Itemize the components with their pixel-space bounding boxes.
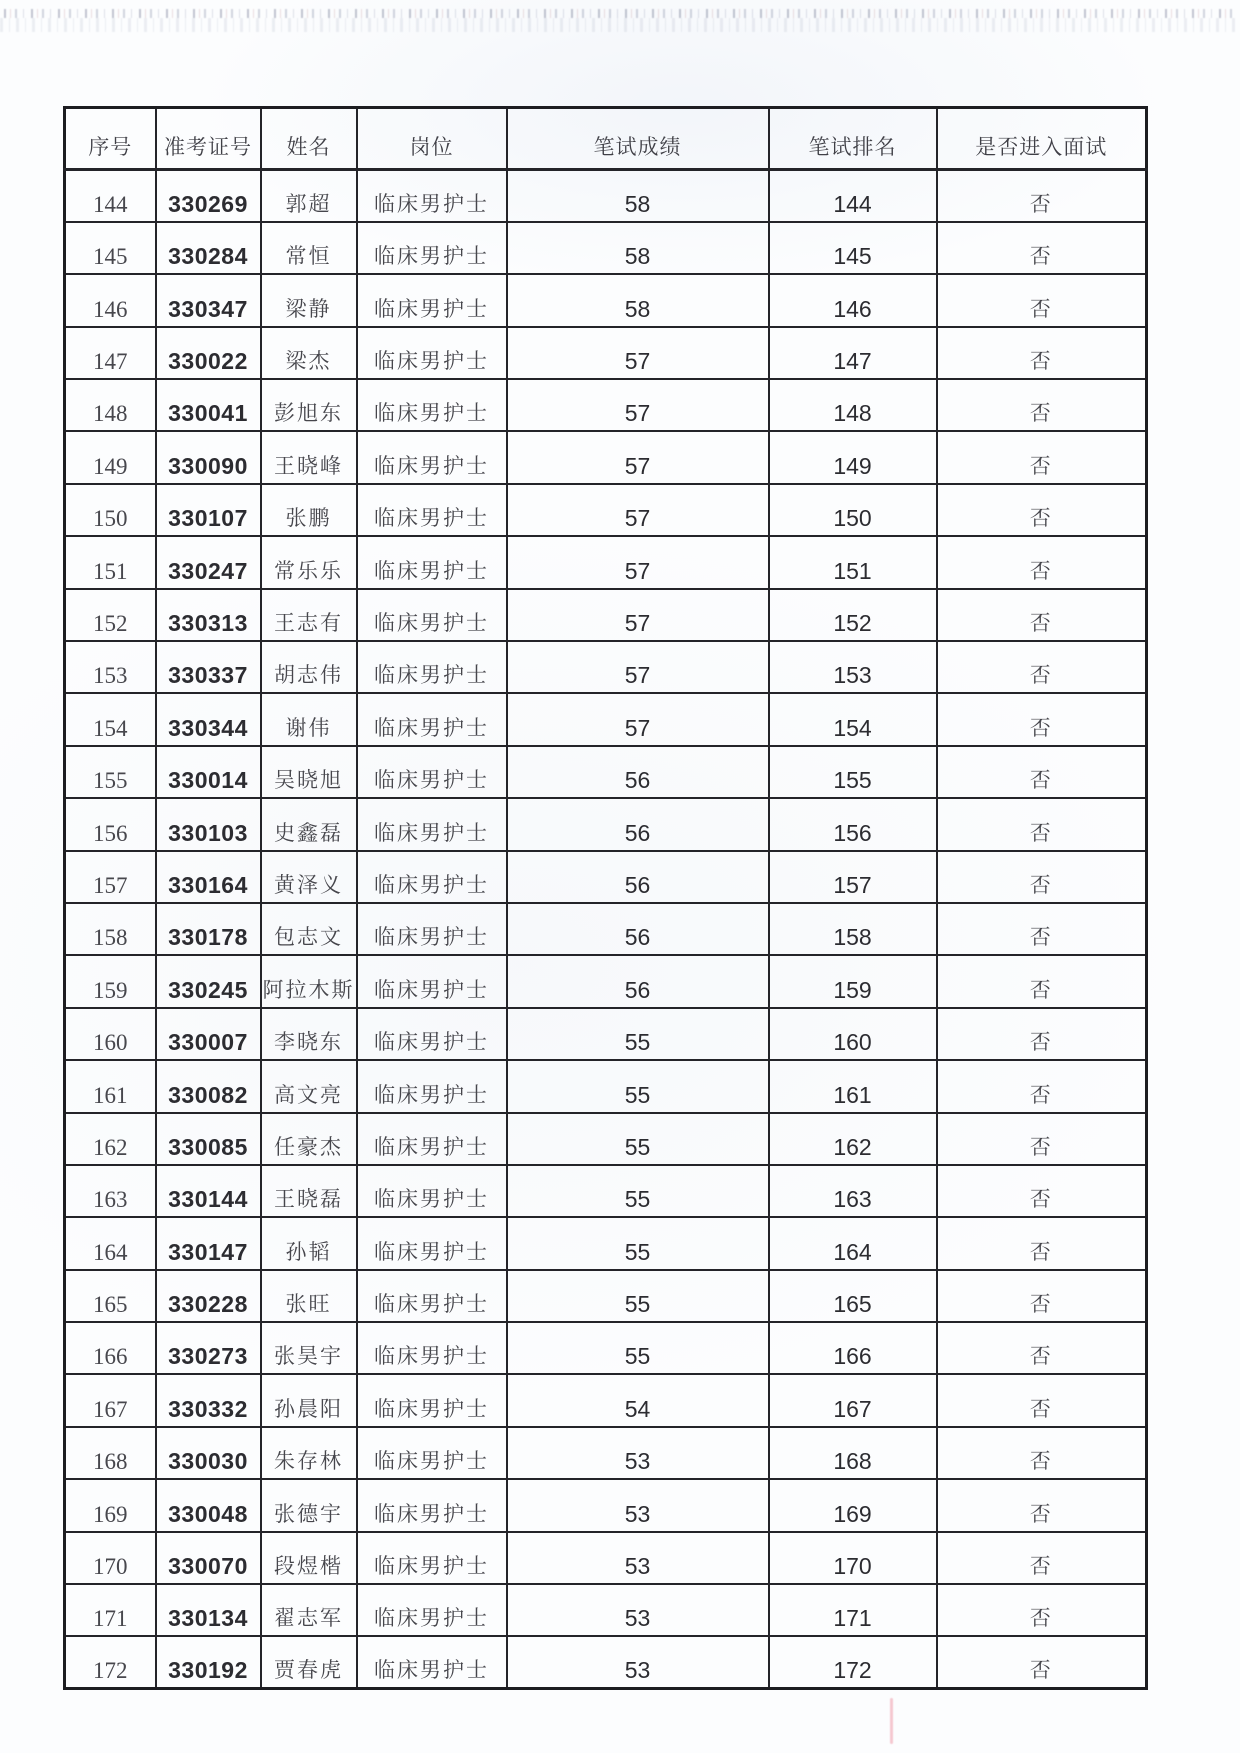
- cell-position: 临床男护士: [357, 1374, 507, 1426]
- cell-position: 临床男护士: [357, 1532, 507, 1584]
- cell-name: 段煜楷: [261, 1532, 357, 1584]
- cell-position: 临床男护士: [357, 1008, 507, 1060]
- cell-interview: 否: [937, 1532, 1147, 1584]
- cell-interview: 否: [937, 274, 1147, 326]
- cell-name: 包志文: [261, 903, 357, 955]
- table-row: [65, 1532, 1147, 1584]
- cell-seq: 157: [65, 851, 156, 903]
- cell-name: 胡志伟: [261, 641, 357, 693]
- cell-name: 阿拉木斯: [261, 955, 357, 1007]
- cell-rank: 150: [769, 484, 937, 536]
- cell-rank: 153: [769, 641, 937, 693]
- table-body: [65, 170, 1147, 1689]
- cell-name: 高文亮: [261, 1060, 357, 1112]
- cell-name: 任豪杰: [261, 1113, 357, 1165]
- cell-admit-no: 330228: [156, 1270, 261, 1322]
- cell-admit-no: 330090: [156, 431, 261, 483]
- cell-score: 57: [507, 484, 769, 536]
- table-row: [65, 1636, 1147, 1688]
- cell-admit-no: 330245: [156, 955, 261, 1007]
- cell-seq: 152: [65, 589, 156, 641]
- cell-interview: 否: [937, 1270, 1147, 1322]
- cell-score: 58: [507, 222, 769, 274]
- cell-rank: 171: [769, 1584, 937, 1636]
- cell-seq: 147: [65, 327, 156, 379]
- cell-position: 临床男护士: [357, 484, 507, 536]
- cell-rank: 169: [769, 1479, 937, 1531]
- cell-position: 临床男护士: [357, 903, 507, 955]
- cell-admit-no: 330103: [156, 798, 261, 850]
- cell-score: 53: [507, 1479, 769, 1531]
- cell-name: 李晓东: [261, 1008, 357, 1060]
- cell-seq: 148: [65, 379, 156, 431]
- cell-interview: 否: [937, 379, 1147, 431]
- cell-admit-no: 330007: [156, 1008, 261, 1060]
- cell-name: 王晓磊: [261, 1165, 357, 1217]
- cell-position: 临床男护士: [357, 1270, 507, 1322]
- cell-position: 临床男护士: [357, 222, 507, 274]
- cell-position: 临床男护士: [357, 1060, 507, 1112]
- cell-score: 57: [507, 693, 769, 745]
- cell-admit-no: 330337: [156, 641, 261, 693]
- table-row: [65, 1060, 1147, 1112]
- cell-seq: 170: [65, 1532, 156, 1584]
- cell-position: 临床男护士: [357, 327, 507, 379]
- table-row: [65, 693, 1147, 745]
- cell-interview: 否: [937, 851, 1147, 903]
- cell-admit-no: 330144: [156, 1165, 261, 1217]
- cell-name: 王志有: [261, 589, 357, 641]
- cell-name: 郭超: [261, 170, 357, 222]
- cell-position: 临床男护士: [357, 641, 507, 693]
- cell-position: 临床男护士: [357, 1427, 507, 1479]
- table-row: [65, 641, 1147, 693]
- cell-seq: 169: [65, 1479, 156, 1531]
- cell-score: 55: [507, 1322, 769, 1374]
- cell-name: 彭旭东: [261, 379, 357, 431]
- cell-score: 56: [507, 798, 769, 850]
- col-header-seq: 序号: [65, 108, 156, 170]
- cell-name: 常乐乐: [261, 536, 357, 588]
- cell-score: 57: [507, 431, 769, 483]
- cell-name: 张昊宇: [261, 1322, 357, 1374]
- cell-score: 56: [507, 746, 769, 798]
- cell-name: 翟志军: [261, 1584, 357, 1636]
- cell-seq: 158: [65, 903, 156, 955]
- cell-seq: 150: [65, 484, 156, 536]
- cell-score: 55: [507, 1270, 769, 1322]
- cell-name: 张德宇: [261, 1479, 357, 1531]
- cell-position: 临床男护士: [357, 1165, 507, 1217]
- cell-seq: 165: [65, 1270, 156, 1322]
- table-row: [65, 274, 1147, 326]
- cell-rank: 146: [769, 274, 937, 326]
- cell-name: 张鹏: [261, 484, 357, 536]
- cell-position: 临床男护士: [357, 589, 507, 641]
- cell-score: 55: [507, 1060, 769, 1112]
- cell-interview: 否: [937, 327, 1147, 379]
- cell-rank: 144: [769, 170, 937, 222]
- cell-seq: 171: [65, 1584, 156, 1636]
- cell-name: 王晓峰: [261, 431, 357, 483]
- cell-score: 57: [507, 327, 769, 379]
- cell-score: 57: [507, 641, 769, 693]
- cell-seq: 161: [65, 1060, 156, 1112]
- table-row: [65, 484, 1147, 536]
- cell-position: 临床男护士: [357, 274, 507, 326]
- cell-name: 朱存林: [261, 1427, 357, 1479]
- cell-score: 55: [507, 1113, 769, 1165]
- scan-artifact: [890, 1698, 893, 1744]
- cell-admit-no: 330284: [156, 222, 261, 274]
- cell-admit-no: 330192: [156, 1636, 261, 1688]
- cell-name: 孙韬: [261, 1217, 357, 1269]
- cell-interview: 否: [937, 693, 1147, 745]
- cell-interview: 否: [937, 641, 1147, 693]
- cell-admit-no: 330041: [156, 379, 261, 431]
- cell-rank: 165: [769, 1270, 937, 1322]
- cell-interview: 否: [937, 1322, 1147, 1374]
- cell-name: 梁杰: [261, 327, 357, 379]
- cell-admit-no: 330048: [156, 1479, 261, 1531]
- scan-noise-band-2: [0, 18, 1240, 32]
- cell-position: 临床男护士: [357, 1113, 507, 1165]
- cell-rank: 156: [769, 798, 937, 850]
- cell-score: 57: [507, 379, 769, 431]
- table-row: [65, 1113, 1147, 1165]
- cell-score: 58: [507, 170, 769, 222]
- cell-rank: 157: [769, 851, 937, 903]
- table-row: [65, 1374, 1147, 1426]
- cell-rank: 155: [769, 746, 937, 798]
- header-row: [65, 108, 1147, 170]
- cell-rank: 152: [769, 589, 937, 641]
- cell-position: 临床男护士: [357, 536, 507, 588]
- cell-position: 临床男护士: [357, 798, 507, 850]
- cell-rank: 159: [769, 955, 937, 1007]
- cell-position: 临床男护士: [357, 170, 507, 222]
- cell-score: 54: [507, 1374, 769, 1426]
- cell-interview: 否: [937, 1217, 1147, 1269]
- cell-rank: 147: [769, 327, 937, 379]
- cell-score: 58: [507, 274, 769, 326]
- table-row: [65, 746, 1147, 798]
- table-row: [65, 1479, 1147, 1531]
- cell-interview: 否: [937, 1060, 1147, 1112]
- cell-interview: 否: [937, 484, 1147, 536]
- cell-interview: 否: [937, 536, 1147, 588]
- cell-seq: 153: [65, 641, 156, 693]
- cell-score: 56: [507, 851, 769, 903]
- cell-rank: 149: [769, 431, 937, 483]
- col-header-name: 姓名: [261, 108, 357, 170]
- cell-name: 孙晨阳: [261, 1374, 357, 1426]
- table-row: [65, 955, 1147, 1007]
- cell-rank: 151: [769, 536, 937, 588]
- cell-score: 57: [507, 536, 769, 588]
- cell-score: 53: [507, 1584, 769, 1636]
- table-row: [65, 379, 1147, 431]
- cell-admit-no: 330030: [156, 1427, 261, 1479]
- cell-rank: 163: [769, 1165, 937, 1217]
- cell-name: 常恒: [261, 222, 357, 274]
- cell-score: 55: [507, 1165, 769, 1217]
- col-header-interview: 是否进入面试: [937, 108, 1147, 170]
- cell-admit-no: 330347: [156, 274, 261, 326]
- cell-seq: 159: [65, 955, 156, 1007]
- cell-seq: 156: [65, 798, 156, 850]
- table-row: [65, 1584, 1147, 1636]
- table-row: [65, 431, 1147, 483]
- cell-seq: 149: [65, 431, 156, 483]
- cell-score: 56: [507, 903, 769, 955]
- cell-interview: 否: [937, 1165, 1147, 1217]
- cell-admit-no: 330273: [156, 1322, 261, 1374]
- cell-interview: 否: [937, 170, 1147, 222]
- cell-seq: 168: [65, 1427, 156, 1479]
- cell-rank: 172: [769, 1636, 937, 1688]
- cell-admit-no: 330014: [156, 746, 261, 798]
- cell-score: 53: [507, 1532, 769, 1584]
- cell-admit-no: 330085: [156, 1113, 261, 1165]
- cell-admit-no: 330178: [156, 903, 261, 955]
- cell-rank: 167: [769, 1374, 937, 1426]
- cell-rank: 145: [769, 222, 937, 274]
- cell-position: 临床男护士: [357, 1479, 507, 1531]
- cell-position: 临床男护士: [357, 955, 507, 1007]
- cell-admit-no: 330147: [156, 1217, 261, 1269]
- table-row: [65, 1270, 1147, 1322]
- table-row: [65, 170, 1147, 222]
- table-row: [65, 903, 1147, 955]
- cell-position: 临床男护士: [357, 1322, 507, 1374]
- cell-rank: 160: [769, 1008, 937, 1060]
- cell-interview: 否: [937, 1008, 1147, 1060]
- table-row: [65, 327, 1147, 379]
- cell-position: 临床男护士: [357, 851, 507, 903]
- cell-seq: 162: [65, 1113, 156, 1165]
- cell-position: 临床男护士: [357, 1584, 507, 1636]
- table-row: [65, 798, 1147, 850]
- table-row: [65, 222, 1147, 274]
- cell-admit-no: 330332: [156, 1374, 261, 1426]
- cell-name: 张旺: [261, 1270, 357, 1322]
- cell-seq: 172: [65, 1636, 156, 1688]
- cell-rank: 164: [769, 1217, 937, 1269]
- cell-name: 贾春虎: [261, 1636, 357, 1688]
- cell-interview: 否: [937, 798, 1147, 850]
- cell-seq: 164: [65, 1217, 156, 1269]
- cell-seq: 166: [65, 1322, 156, 1374]
- cell-rank: 158: [769, 903, 937, 955]
- table-row: [65, 1427, 1147, 1479]
- cell-seq: 163: [65, 1165, 156, 1217]
- cell-rank: 170: [769, 1532, 937, 1584]
- table-row: [65, 1322, 1147, 1374]
- cell-interview: 否: [937, 222, 1147, 274]
- cell-name: 谢伟: [261, 693, 357, 745]
- cell-interview: 否: [937, 1479, 1147, 1531]
- cell-position: 临床男护士: [357, 431, 507, 483]
- cell-rank: 162: [769, 1113, 937, 1165]
- cell-interview: 否: [937, 1427, 1147, 1479]
- cell-name: 吴晓旭: [261, 746, 357, 798]
- table-row: [65, 1217, 1147, 1269]
- col-header-score: 笔试成绩: [507, 108, 769, 170]
- table-row: [65, 1165, 1147, 1217]
- cell-interview: 否: [937, 589, 1147, 641]
- cell-seq: 155: [65, 746, 156, 798]
- cell-seq: 151: [65, 536, 156, 588]
- cell-score: 55: [507, 1217, 769, 1269]
- col-header-admit-no: 准考证号: [156, 108, 261, 170]
- cell-score: 56: [507, 955, 769, 1007]
- cell-admit-no: 330022: [156, 327, 261, 379]
- exam-results-table: [63, 106, 1148, 1690]
- cell-rank: 166: [769, 1322, 937, 1374]
- table-row: [65, 589, 1147, 641]
- cell-admit-no: 330070: [156, 1532, 261, 1584]
- cell-name: 黄泽义: [261, 851, 357, 903]
- cell-interview: 否: [937, 1584, 1147, 1636]
- cell-score: 53: [507, 1636, 769, 1688]
- cell-score: 53: [507, 1427, 769, 1479]
- cell-rank: 154: [769, 693, 937, 745]
- cell-rank: 168: [769, 1427, 937, 1479]
- cell-rank: 148: [769, 379, 937, 431]
- cell-position: 临床男护士: [357, 693, 507, 745]
- cell-position: 临床男护士: [357, 379, 507, 431]
- cell-admit-no: 330107: [156, 484, 261, 536]
- cell-admit-no: 330247: [156, 536, 261, 588]
- cell-interview: 否: [937, 431, 1147, 483]
- table-row: [65, 1008, 1147, 1060]
- cell-seq: 160: [65, 1008, 156, 1060]
- cell-position: 临床男护士: [357, 1217, 507, 1269]
- cell-admit-no: 330164: [156, 851, 261, 903]
- cell-seq: 145: [65, 222, 156, 274]
- cell-seq: 167: [65, 1374, 156, 1426]
- scan-noise-band: [4, 9, 1238, 18]
- cell-admit-no: 330344: [156, 693, 261, 745]
- cell-position: 临床男护士: [357, 746, 507, 798]
- col-header-rank: 笔试排名: [769, 108, 937, 170]
- cell-interview: 否: [937, 1636, 1147, 1688]
- cell-interview: 否: [937, 955, 1147, 1007]
- cell-admit-no: 330134: [156, 1584, 261, 1636]
- cell-name: 梁静: [261, 274, 357, 326]
- cell-admit-no: 330082: [156, 1060, 261, 1112]
- cell-name: 史鑫磊: [261, 798, 357, 850]
- cell-position: 临床男护士: [357, 1636, 507, 1688]
- table-row: [65, 851, 1147, 903]
- cell-seq: 144: [65, 170, 156, 222]
- cell-score: 57: [507, 589, 769, 641]
- cell-admit-no: 330313: [156, 589, 261, 641]
- cell-interview: 否: [937, 903, 1147, 955]
- cell-seq: 154: [65, 693, 156, 745]
- cell-admit-no: 330269: [156, 170, 261, 222]
- cell-interview: 否: [937, 746, 1147, 798]
- cell-interview: 否: [937, 1113, 1147, 1165]
- col-header-position: 岗位: [357, 108, 507, 170]
- table-row: [65, 536, 1147, 588]
- cell-rank: 161: [769, 1060, 937, 1112]
- cell-interview: 否: [937, 1374, 1147, 1426]
- cell-seq: 146: [65, 274, 156, 326]
- cell-score: 55: [507, 1008, 769, 1060]
